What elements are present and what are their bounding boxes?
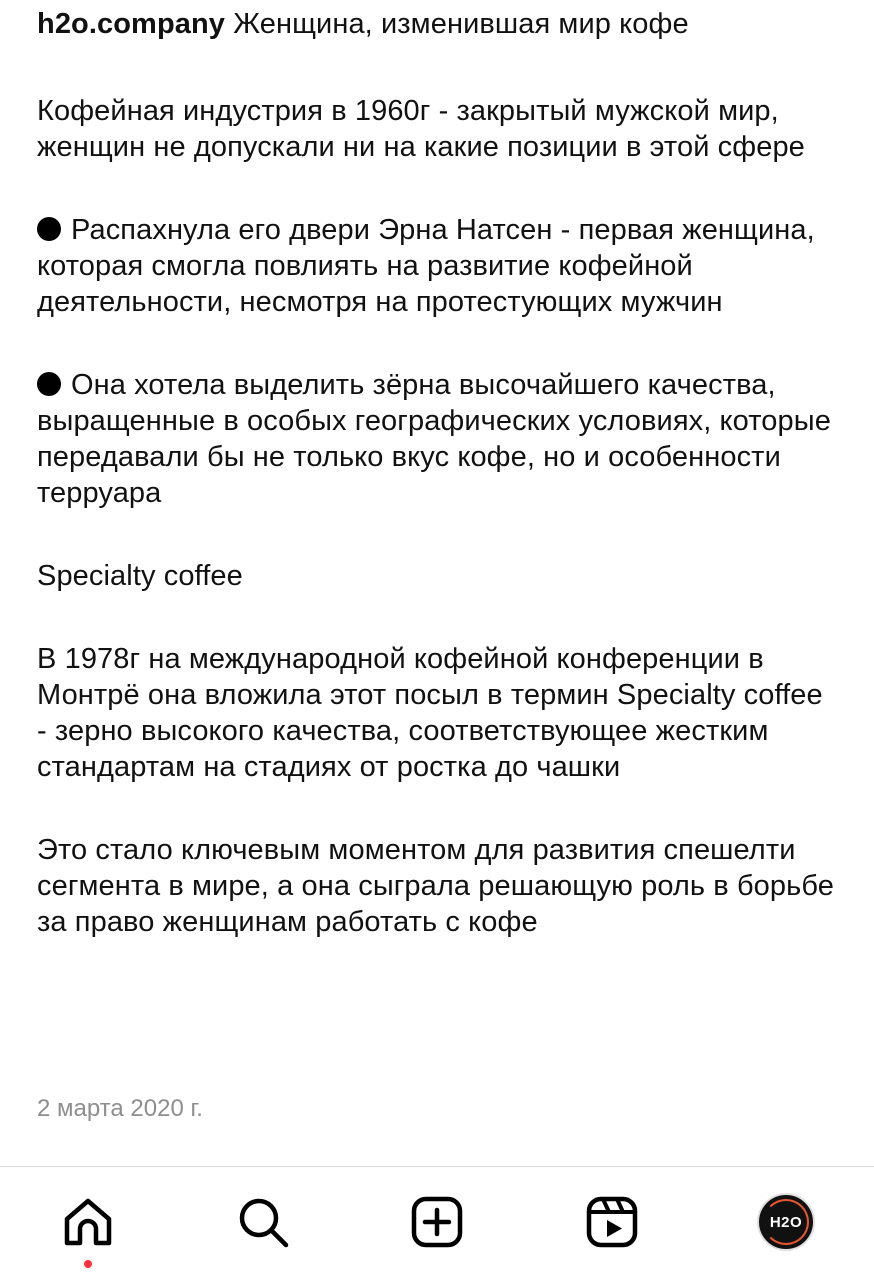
post-caption bbox=[37, 6, 837, 987]
bullet-icon bbox=[37, 372, 61, 396]
caption-bullet-paragraph bbox=[37, 212, 837, 320]
post-date: 2 марта 2020 г. bbox=[37, 1095, 203, 1122]
username-link[interactable]: h2o.company bbox=[37, 8, 226, 40]
caption-paragraph: Кофейная индустрия в 1960г - закрытый мужской мир, женщин не допускали ни на какие позиции в этой сфере bbox=[37, 95, 805, 163]
avatar-logo-text: H2O bbox=[769, 1213, 803, 1231]
bottom-tab-bar bbox=[0, 1166, 874, 1281]
caption-paragraph-text: Распахнула его двери Эрна Натсен - первая женщина, которая смогла повлиять на развитие кофейной деятельности, несмотря на протестующих мужчин bbox=[37, 214, 815, 318]
bullet-icon bbox=[37, 217, 61, 241]
profile-avatar bbox=[757, 1193, 815, 1251]
home-icon bbox=[61, 1195, 115, 1249]
caption-heading bbox=[37, 6, 837, 42]
caption-paragraph: В 1978г на международной кофейной конференции в Монтрё она вложила этот посыл в термин Specialty coffee - зерно высокого качества, соответствующее жестким стандартам на стадиях от ростка до чашки bbox=[37, 643, 823, 783]
reels-icon bbox=[585, 1195, 639, 1249]
tab-create[interactable] bbox=[407, 1192, 467, 1252]
tab-search[interactable] bbox=[233, 1192, 293, 1252]
caption-paragraph: Это стало ключевым моментом для развития спешелти сегмента в мире, а она сыграла решающую роль в борьбе за право женщинам работать с кофе bbox=[37, 834, 834, 938]
tab-profile[interactable] bbox=[756, 1192, 816, 1252]
tab-home[interactable] bbox=[58, 1192, 118, 1252]
post-title: Женщина, изменившая мир кофе bbox=[233, 8, 689, 40]
home-notification-dot bbox=[84, 1260, 92, 1268]
caption-paragraph: Specialty coffee bbox=[37, 560, 243, 592]
caption-paragraph-text: Она хотела выделить зёрна высочайшего качества, выращенные в особых географических условиях, которые передавали бы не только вкус кофе, но и особенности терруара bbox=[37, 369, 831, 509]
tab-reels[interactable] bbox=[582, 1192, 642, 1252]
caption-bullet-paragraph bbox=[37, 367, 837, 511]
search-icon bbox=[236, 1195, 290, 1249]
create-post-icon bbox=[410, 1195, 464, 1249]
